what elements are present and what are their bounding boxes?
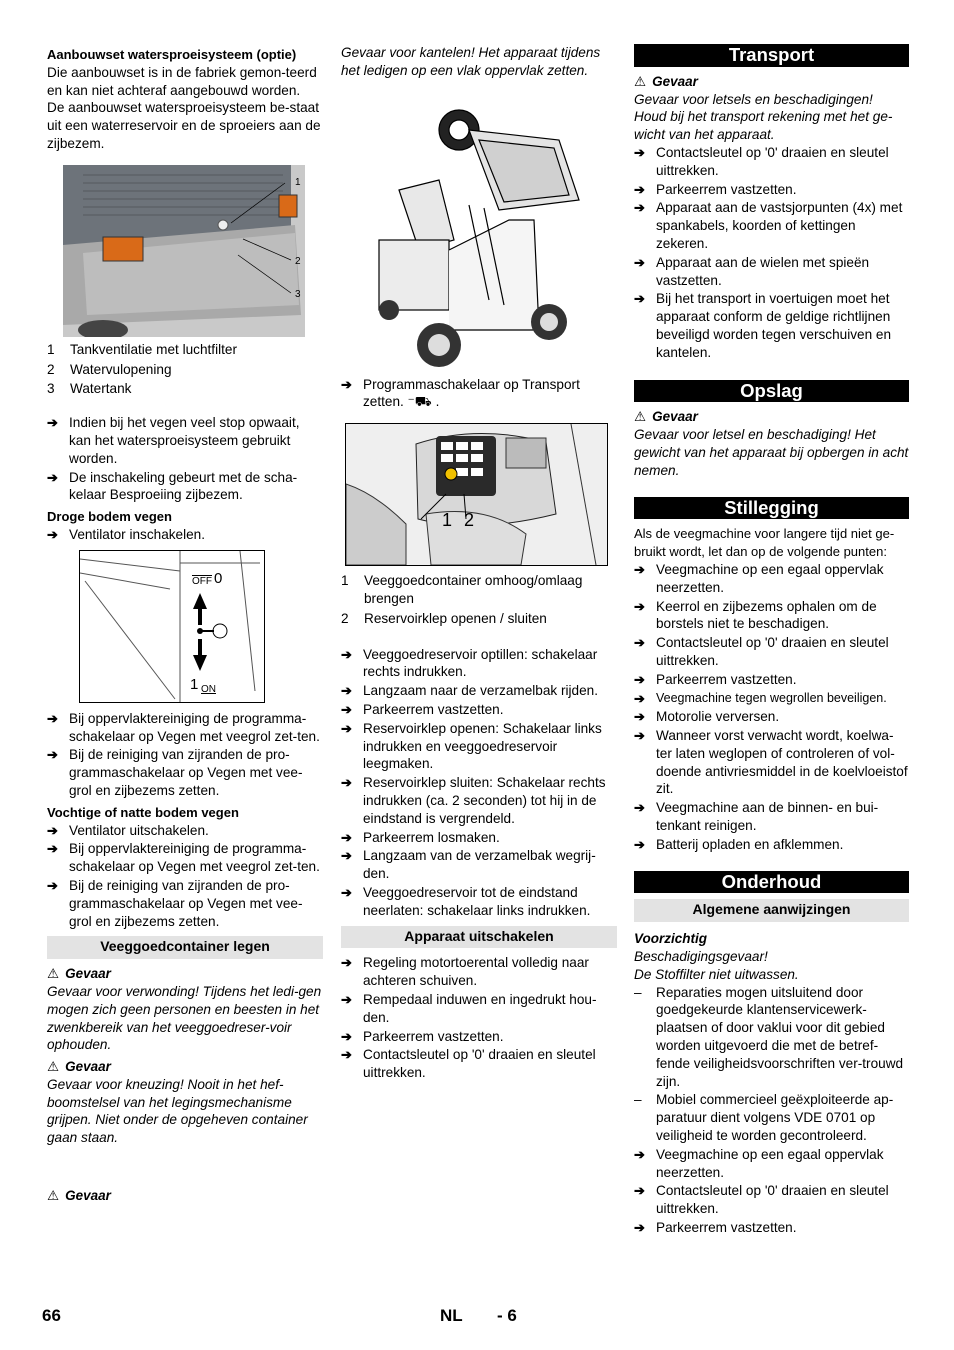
machine-tilt-figure [359, 100, 585, 370]
page-number: 66 [42, 1306, 61, 1325]
arrow-right-icon: ➔ [341, 646, 352, 662]
paragraph: Als de veegmachine voor langere tijd niet ge-bruikt wordt, let dan op de volgende punten: [634, 526, 895, 560]
warning-heading: ⚠ Gevaar [634, 73, 698, 89]
heading-watersproeisysteem: Aanbouwset watersproeisysteem (optie) [47, 47, 297, 62]
section-header-transport: Transport [634, 44, 909, 67]
list-item: ➔ Bij oppervlaktereiniging de programma-schakelaar op Vegen met veegrol zet-ten. [47, 841, 320, 875]
list-item: ➔ Bij de reiniging van zijranden de pro-grammaschakelaar op Vegen met vee-grol en zijbezems zetten. [47, 747, 303, 798]
list-item: ➔ Contactsleutel op '0' draaien en sleutel uittrekken. [634, 144, 889, 178]
list-item: ➔ Contactsleutel op '0' draaien en sleutel uittrekken. [634, 635, 889, 668]
ventilator-switch-figure [79, 550, 265, 703]
list-item: ➔ Rempedaal induwen en ingedrukt hou-den. [341, 991, 597, 1025]
section-bar-aanwijzingen: Algemene aanwijzingen [634, 899, 909, 922]
arrow-right-icon: ➔ [341, 775, 352, 791]
list-item: ➔ Keerrol en zijbezems ophalen om de borstels niet te beschadigen. [634, 598, 877, 632]
arrow-right-icon: ➔ [47, 841, 58, 857]
tank-illustration [63, 165, 305, 337]
caution-text: Beschadigingsgevaar! [634, 949, 768, 965]
list-item: ➔ Parkeerrem vastzetten. [634, 671, 797, 687]
switch-off-label: $\overline{OFF}$ [192, 575, 212, 587]
heading-natte-bodem: Vochtige of natte bodem vegen [47, 804, 239, 820]
arrow-right-icon: ➔ [341, 884, 352, 900]
arrow-right-icon: ➔ [341, 829, 352, 845]
arrow-right-icon: ➔ [634, 1146, 645, 1162]
intro-warning-text: Gevaar voor kantelen! Het apparaat tijdens het ledigen op een vlak oppervlak zetten. [341, 45, 601, 78]
paragraph: Die aanbouwset is in de fabriek gemon-teerd en kan niet achteraf aangebouwd worden. [47, 64, 317, 98]
arrow-right-icon: ➔ [634, 561, 645, 577]
warning-heading: ⚠ Gevaar [47, 966, 111, 982]
section-header-onderhoud: Onderhoud [634, 871, 909, 894]
list-item: ➔ Apparaat aan de wielen met spieën vastzetten. [634, 254, 870, 288]
warning-heading: ⚠ Gevaar [634, 409, 698, 425]
column-3 [634, 44, 909, 1238]
switch-off-num: 0 [214, 569, 223, 587]
control-panel-illustration [346, 424, 607, 565]
heading-droge-bodem: Droge bodem vegen [47, 509, 172, 525]
list-item: ➔ Langzaam van de verzamelbak wegrij-den. [341, 848, 596, 882]
warning-text: Gevaar voor kneuzing! Nooit in het hef-boomstelsel van het legingsmechanisme grijpen. Niet onder de opgeheven container gaan staan. [47, 1076, 308, 1146]
legend-item: 1 Tankventilatie met luchtfilter [47, 341, 237, 357]
warning-text: Gevaar voor letsel en beschadiging! Het gewicht van het apparaat bij opbergen in acht nemen. [634, 427, 909, 478]
list-item: ➔ Batterij opladen en afklemmen. [634, 836, 844, 852]
section-header-stillegging: Stillegging [634, 497, 909, 520]
warning-triangle-icon: ⚠ [47, 1059, 60, 1075]
arrow-right-icon: ➔ [47, 415, 58, 431]
warning-heading: ⚠ Gevaar [47, 1059, 111, 1075]
callout-3: 3 [295, 288, 301, 300]
machine-illustration [359, 100, 585, 370]
list-item: ➔ Programmaschakelaar op Transport zetten. ⁻⛟ . [341, 376, 580, 410]
arrow-right-icon: ➔ [634, 254, 645, 270]
list-item: ➔ Parkeerrem vastzetten. [341, 701, 504, 717]
list-item: ➔ Apparaat aan de vastsjorpunten (4x) met spankabels, koorden of kettingen zekeren. [634, 200, 903, 251]
arrow-right-icon: ➔ [634, 690, 645, 706]
list-item: ➔ Reservoirklep sluiten: Schakelaar rechts indrukken (ca. 2 seconden) tot hij in de eindstand is vergrendeld. [341, 775, 606, 826]
list-item: ➔ Contactsleutel op '0' draaien en sleutel uittrekken. [634, 1183, 889, 1217]
list-item: ➔ Ventilator inschakelen. [47, 526, 206, 542]
arrow-right-icon: ➔ [634, 1220, 645, 1236]
caution-heading: Voorzichtig [634, 931, 707, 947]
arrow-right-icon: ➔ [634, 709, 645, 725]
warning-text: Gevaar voor verwonding! Tijdens het ledi-gen mogen zich geen personen en beesten in het zwenkbereik van het veeggoedreser-voir ophouden. [47, 983, 322, 1053]
sub-page-number: - 6 [497, 1306, 517, 1325]
arrow-right-icon: ➔ [341, 955, 352, 971]
warning-triangle-icon: ⚠ [634, 73, 647, 89]
language-code: NL [440, 1306, 463, 1325]
callout-1: 1 [295, 176, 301, 188]
arrow-right-icon: ➔ [634, 635, 645, 651]
list-item: ➔ Regeling motortoerental volledig naar achteren schuiven. [341, 955, 589, 989]
arrow-right-icon: ➔ [634, 836, 645, 852]
arrow-right-icon: ➔ [47, 469, 58, 485]
panel-number-2: 2 [464, 510, 475, 531]
warning-heading: ⚠ Gevaar [47, 1188, 111, 1204]
warning-triangle-icon: ⚠ [634, 409, 647, 425]
legend-item: 3 Watertank [47, 381, 132, 397]
list-item: ➔ Veeggoedreservoir optillen: schakelaar rechts indrukken. [341, 646, 598, 680]
list-item: ➔ Indien bij het vegen veel stop opwaait, kan het watersproeisysteem gebruikt worden. [47, 415, 300, 466]
section-bar-uitschakelen: Apparaat uitschakelen [341, 926, 617, 949]
arrow-right-icon: ➔ [341, 720, 352, 736]
arrow-right-icon: ➔ [341, 701, 352, 717]
list-item: ➔ Bij oppervlaktereiniging de programma-schakelaar op Vegen met veegrol zet-ten. [47, 710, 320, 744]
legend-item: 2 Watervulopening [47, 361, 172, 377]
list-item: ➔ Parkeerrem vastzetten. [634, 181, 797, 197]
arrow-right-icon: ➔ [341, 683, 352, 699]
warning-text: Gevaar voor letsels en beschadigingen! Houd bij het transport rekening met het ge-wicht van het apparaat. [634, 91, 893, 143]
callout-2: 2 [295, 255, 301, 267]
switch-on-label: ON [201, 683, 216, 695]
transport-symbol-icon: ⁻⛟ . [407, 394, 440, 410]
caution-text: De Stoffilter niet uitwassen. [634, 966, 799, 982]
panel-number-1: 1 [442, 510, 453, 531]
list-item: ➔ Parkeerrem vastzetten. [634, 1220, 797, 1236]
arrow-right-icon: ➔ [47, 747, 58, 763]
arrow-right-icon: ➔ [634, 181, 645, 197]
list-item: ➔ Motorolie verversen. [634, 709, 780, 725]
list-item: ➔ Bij de reiniging van zijranden de pro-grammaschakelaar op Vegen met vee-grol en zijbezems zetten. [47, 877, 303, 929]
section-header-opslag: Opslag [634, 380, 909, 403]
arrow-right-icon: ➔ [341, 1047, 352, 1063]
arrow-right-icon: ➔ [634, 598, 645, 614]
switch-on-num: 1 [190, 675, 199, 693]
list-item: ➔ Parkeerrem losmaken. [341, 829, 500, 845]
paragraph: De aanbouwset watersproeisysteem be-staat uit een waterreservoir en de sproeiers aan de zijbezem. [47, 100, 321, 151]
arrow-right-icon: ➔ [634, 671, 645, 687]
list-item: ➔ Langzaam naar de verzamelbak rijden. [341, 683, 599, 699]
list-item: ➔ Reservoirklep openen: Schakelaar links indrukken en veeggoedreservoir leegmaken. [341, 720, 602, 772]
legend-list [47, 341, 323, 398]
list-item: ➔ Veeggoedreservoir tot de eindstand neerlaten: schakelaar links indrukken. [341, 884, 591, 918]
arrow-right-icon: ➔ [634, 1183, 645, 1199]
column-1 [47, 44, 323, 1205]
arrow-right-icon: ➔ [634, 291, 645, 307]
dash-item: – Reparaties mogen uitsluitend door goedgekeurde klantenservicewerk-plaatsen of door vaklui voor dit gebied worden uitgevoerd die met de betref-fende veiligheidsvoorschriften ver-trouwd zijn. [634, 984, 904, 1089]
legend-list [341, 572, 617, 627]
warning-triangle-icon: ⚠ [47, 1188, 60, 1204]
arrow-right-icon: ➔ [634, 728, 645, 744]
arrow-right-icon: ➔ [634, 200, 645, 216]
switch-illustration [80, 551, 264, 702]
list-item: ➔ Parkeerrem vastzetten. [341, 1028, 504, 1044]
list-item: ➔ Veegmachine tegen wegrollen beveiligen. [634, 690, 887, 706]
section-bar-veeggoedcontainer: Veeggoedcontainer legen [47, 936, 323, 959]
list-item: ➔ Veegmachine op een egaal oppervlak neerzetten. [634, 561, 884, 595]
arrow-right-icon: ➔ [341, 1028, 352, 1044]
list-item: ➔ De inschakeling gebeurt met de scha-kelaar Besproeiing zijbezem. [47, 469, 298, 503]
warning-triangle-icon: ⚠ [47, 966, 60, 982]
column-2 [341, 44, 617, 1083]
legend-item: 1 Veeggoedcontainer omhoog/omlaag brengen [341, 573, 583, 606]
control-panel-photo [345, 423, 608, 566]
list-item: ➔ Wanneer vorst verwacht wordt, koelwa-ter laten weglopen of controleren of vol-doende antivriesmiddel in de koelvloeistof zit. [634, 728, 908, 797]
list-item: ➔ Veegmachine aan de binnen- en bui-tenkant reinigen. [634, 800, 879, 834]
list-item: ➔ Contactsleutel op '0' draaien en sleutel uittrekken. [341, 1047, 596, 1081]
arrow-right-icon: ➔ [634, 800, 645, 816]
arrow-right-icon: ➔ [47, 526, 58, 542]
list-item: ➔ Bij het transport in voertuigen moet het apparaat conform de geldige richtlijnen beveiligd worden tegen verschuiven en kantelen. [634, 291, 892, 360]
arrow-right-icon: ➔ [47, 822, 58, 838]
list-item: ➔ Veegmachine op een egaal oppervlak neerzetten. [634, 1146, 884, 1180]
arrow-right-icon: ➔ [634, 144, 645, 160]
arrow-right-icon: ➔ [341, 376, 352, 392]
arrow-right-icon: ➔ [341, 991, 352, 1007]
arrow-right-icon: ➔ [341, 848, 352, 864]
tank-photo [63, 165, 305, 337]
arrow-right-icon: ➔ [47, 710, 58, 726]
dash-item: – Mobiel commercieel geëxploiteerde ap-paratuur dient volgens VDE 0701 op veiligheid te worden gecontroleerd. [634, 1092, 894, 1144]
arrow-right-icon: ➔ [47, 877, 58, 893]
legend-item: 2 Reservoirklep openen / sluiten [341, 610, 547, 626]
list-item: ➔ Ventilator uitschakelen. [47, 822, 209, 838]
